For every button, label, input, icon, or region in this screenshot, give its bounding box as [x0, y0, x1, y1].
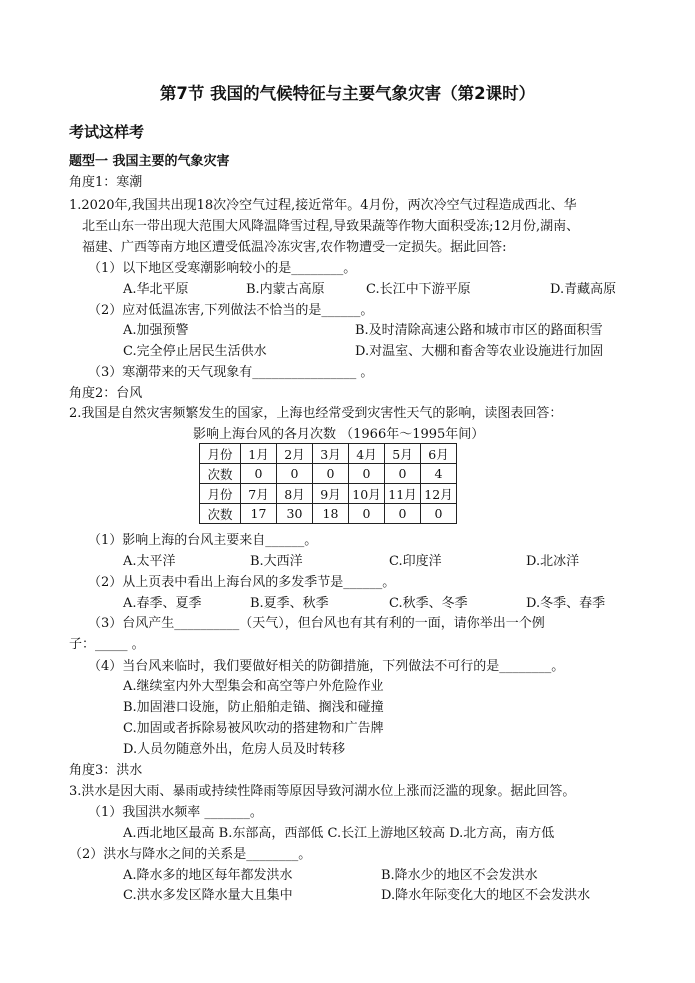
table-cell: 0 — [241, 464, 277, 484]
angle-heading-flood: 角度3：洪水 — [69, 763, 143, 778]
table-cell: 5月 — [385, 444, 421, 464]
q1-sub2-option-d: D.对温室、大棚和畜舍等农业设施进行加固 — [355, 344, 604, 359]
q2-sub3-line1: （3）台风产生__________（天气），但台风也有其有利的一面，请你举出一个例 — [88, 616, 545, 631]
table-cell: 0 — [349, 504, 385, 524]
q3-sub2-option-c: C.洪水多发区降水量大且集中 — [123, 888, 293, 903]
q3-sub2-option-a: A.降水多的地区每年都发洪水 — [123, 868, 293, 883]
table-row — [200, 504, 457, 524]
q1-sub2: （2）应对低温冻害,下列做法不恰当的是______。 — [88, 303, 374, 318]
table-row — [200, 444, 457, 464]
table-cell: 次数 — [200, 504, 241, 524]
table-cell: 0 — [313, 464, 349, 484]
q1-sub1-option-a: A.华北平原 — [123, 282, 189, 297]
angle-heading-typhoon: 角度2：台风 — [69, 386, 143, 401]
q2-sub4-option-d: D.人员勿随意外出，危房人员及时转移 — [123, 742, 346, 757]
q2-sub2-option-b: B.夏季、秋季 — [250, 596, 329, 611]
q3-sub2: （2）洪水与降水之间的关系是________。 — [69, 847, 312, 862]
q1-sub1-option-d: D.青藏高原 — [550, 282, 617, 297]
table-cell: 月份 — [200, 484, 241, 504]
table-cell: 0 — [277, 464, 313, 484]
q1-sub1-option-b: B.内蒙古高原 — [246, 282, 325, 297]
q2-sub1-option-b: B.大西洋 — [250, 554, 303, 569]
q1-stem-line1: 1.2020年,我国共出现18次冷空气过程,接近常年。4月份，两次冷空气过程造成西北、华 — [69, 198, 577, 213]
table-cell: 4 — [421, 464, 457, 484]
table-cell: 10月 — [349, 484, 385, 504]
table-cell: 0 — [385, 464, 421, 484]
q2-sub1: （1）影响上海的台风主要来自______。 — [88, 533, 318, 548]
table-row — [200, 484, 457, 504]
q1-stem-line2: 北至山东一带出现大范围大风降温降雪过程,导致果蔬等作物大面积受冻;12月份,湖南、 — [82, 219, 580, 234]
table-cell: 17 — [241, 504, 277, 524]
page-title: 第7节 我国的气候特征与主要气象灾害（第2课时） — [159, 84, 536, 103]
table-cell: 3月 — [313, 444, 349, 464]
q3-sub1-options: A.西北地区最高 B.东部高，西部低 C.长江上游地区较高 D.北方高，南方低 — [123, 826, 555, 841]
q2-sub2: （2）从上页表中看出上海台风的多发季节是______。 — [88, 575, 396, 590]
table-row — [200, 464, 457, 484]
q3-sub2-option-d: D.降水年际变化大的地区不会发洪水 — [381, 888, 591, 903]
question-type-heading: 题型一 我国主要的气象灾害 — [69, 154, 230, 169]
q2-sub4: （4）当台风来临时，我们要做好相关的防御措施，下列做法不可行的是________。 — [88, 659, 565, 674]
table-cell: 11月 — [385, 484, 421, 504]
q1-stem-line3: 福建、广西等南方地区遭受低温冷冻灾害,农作物遭受一定损失。据此回答: — [82, 240, 507, 255]
q2-sub4-option-a: A.继续室内外大型集会和高空等户外危险作业 — [123, 679, 384, 694]
q1-sub3: （3）寒潮带来的天气现象有________________ 。 — [88, 365, 374, 380]
q2-sub2-option-a: A.春季、夏季 — [123, 596, 202, 611]
q2-sub4-option-c: C.加固或者拆除易被风吹动的搭建物和广告牌 — [123, 721, 384, 736]
q2-sub2-option-c: C.秋季、冬季 — [389, 596, 468, 611]
q2-stem: 2.我国是自然灾害频繁发生的国家，上海也经常受到灾害性天气的影响，读图表回答： — [69, 406, 563, 421]
q3-sub1: （1）我国洪水频率 _______。 — [88, 805, 263, 820]
table-cell: 次数 — [200, 464, 241, 484]
table-cell: 18 — [313, 504, 349, 524]
q1-sub2-option-c: C.完全停止居民生活供水 — [123, 344, 267, 359]
section-heading: 考试这样考 — [69, 123, 145, 141]
q2-sub1-option-a: A.太平洋 — [123, 554, 176, 569]
table-cell: 2月 — [277, 444, 313, 464]
table-cell: 0 — [421, 504, 457, 524]
q2-sub4-option-b: B.加固港口设施，防止船舶走锚、搁浅和碰撞 — [123, 700, 384, 715]
table-cell: 8月 — [277, 484, 313, 504]
table-cell: 7月 — [241, 484, 277, 504]
q2-sub3-line2: 子：_____ 。 — [69, 637, 145, 652]
q1-sub2-option-b: B.及时清除高速公路和城市市区的路面积雪 — [355, 323, 603, 338]
table-cell: 9月 — [313, 484, 349, 504]
table-cell: 30 — [277, 504, 313, 524]
q2-sub1-option-d: D.北冰洋 — [526, 554, 580, 569]
table-cell: 6月 — [421, 444, 457, 464]
angle-heading-cold-wave: 角度1：寒潮 — [69, 175, 143, 190]
q2-sub2-option-d: D.冬季、春季 — [526, 596, 606, 611]
typhoon-table — [199, 443, 457, 524]
q1-sub1-option-c: C.长江中下游平原 — [366, 282, 471, 297]
table-cell: 4月 — [349, 444, 385, 464]
q3-stem: 3.洪水是因大雨、暴雨或持续性降雨等原因导致河湖水位上涨而泛滥的现象。据此回答。 — [69, 784, 576, 799]
q1-sub2-option-a: A.加强预警 — [123, 323, 189, 338]
q1-sub1: （1）以下地区受寒潮影响较小的是________。 — [88, 261, 357, 276]
table-cell: 0 — [385, 504, 421, 524]
table-cell: 0 — [349, 464, 385, 484]
q2-sub1-option-c: C.印度洋 — [389, 554, 442, 569]
q3-sub2-option-b: B.降水少的地区不会发洪水 — [381, 868, 538, 883]
table-cell: 12月 — [421, 484, 457, 504]
table-caption: 影响上海台风的各月次数 （1966年～1995年间） — [193, 427, 485, 442]
table-cell: 1月 — [241, 444, 277, 464]
table-cell: 月份 — [200, 444, 241, 464]
